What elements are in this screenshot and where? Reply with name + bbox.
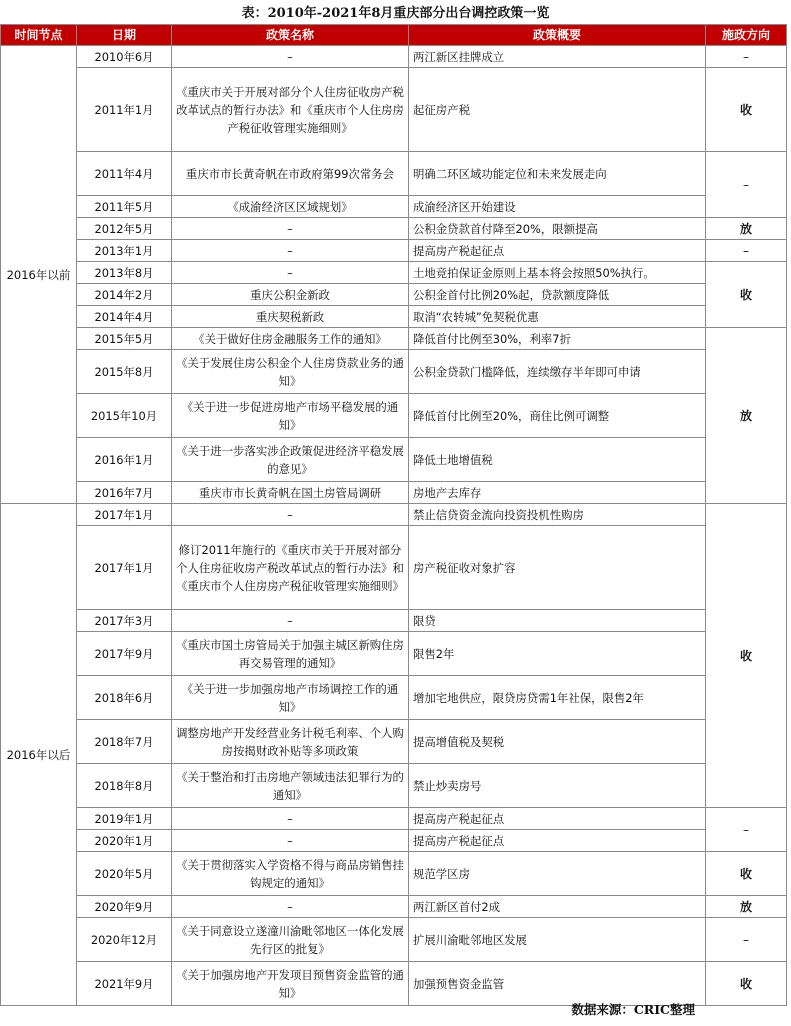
date-cell: 2016年7月	[77, 482, 172, 504]
policy-summary-cell: 取消“农转城”免契税优惠	[409, 306, 706, 328]
period-cell-before-2016: 2016年以前	[1, 46, 77, 504]
direction-cell: 收	[706, 852, 787, 896]
direction-cell: 收	[706, 504, 787, 808]
table-row	[1, 504, 787, 526]
direction-cell: –	[706, 240, 787, 262]
table-row	[1, 610, 787, 632]
table-row	[1, 852, 787, 896]
policy-name-cell: –	[172, 504, 409, 526]
date-cell: 2020年5月	[77, 852, 172, 896]
policy-summary-cell: 提高房产税起征点	[409, 808, 706, 830]
policy-summary-cell: 加强预售资金监管	[409, 962, 706, 1006]
policy-summary-cell: 禁止信贷资金流向投资投机性购房	[409, 504, 706, 526]
direction-cell: 收	[706, 68, 787, 152]
date-cell: 2018年7月	[77, 720, 172, 764]
direction-cell: –	[706, 808, 787, 852]
date-cell: 2017年9月	[77, 632, 172, 676]
policy-name-cell: 重庆市市长黄奇帆在国土房管局调研	[172, 482, 409, 504]
date-cell: 2017年1月	[77, 526, 172, 610]
policy-summary-cell: 提高增值税及契税	[409, 720, 706, 764]
date-cell: 2012年5月	[77, 218, 172, 240]
table-row	[1, 962, 787, 1006]
table-row	[1, 764, 787, 808]
date-cell: 2011年5月	[77, 196, 172, 218]
table-row	[1, 196, 787, 218]
table-title: 表：2010年-2021年8月重庆部分出台调控政策一览	[241, 6, 550, 21]
date-cell: 2018年8月	[77, 764, 172, 808]
policy-name-cell: 《成渝经济区区域规划》	[172, 196, 409, 218]
table-row	[1, 526, 787, 610]
direction-cell: 收	[706, 262, 787, 328]
policy-name-cell: –	[172, 240, 409, 262]
table-row	[1, 218, 787, 240]
policy-summary-cell: 两江新区挂牌成立	[409, 46, 706, 68]
table-row	[1, 240, 787, 262]
policy-summary-cell: 土地竞拍保证金原则上基本将会按照50%执行。	[409, 262, 706, 284]
date-cell: 2017年1月	[77, 504, 172, 526]
date-cell: 2014年2月	[77, 284, 172, 306]
direction-cell: –	[706, 46, 787, 68]
policy-summary-cell: 成渝经济区开始建设	[409, 196, 706, 218]
policy-name-cell: 调整房地产开发经营业务计税毛利率、个人购房按揭财政补贴等多项政策	[172, 720, 409, 764]
policy-name-cell: 《关于整治和打击房地产领域违法犯罪行为的通知》	[172, 764, 409, 808]
policy-name-cell: –	[172, 896, 409, 918]
policy-name-cell: 《重庆市关于开展对部分个人住房征收房产税改革试点的暂行办法》和《重庆市个人住房房产税征收管理实施细则》	[172, 68, 409, 152]
date-cell: 2015年5月	[77, 328, 172, 350]
policy-summary-cell: 限售2年	[409, 632, 706, 676]
table-row	[1, 152, 787, 196]
direction-cell: 放	[706, 218, 787, 240]
policy-name-cell: 《关于贯彻落实入学资格不得与商品房销售挂钩规定的通知》	[172, 852, 409, 896]
policy-summary-cell: 扩展川渝毗邻地区发展	[409, 918, 706, 962]
policy-summary-cell: 规范学区房	[409, 852, 706, 896]
policy-summary-cell: 限贷	[409, 610, 706, 632]
date-cell: 2015年10月	[77, 394, 172, 438]
table-row	[1, 830, 787, 852]
date-cell: 2017年3月	[77, 610, 172, 632]
policy-summary-cell: 降低土地增值税	[409, 438, 706, 482]
policy-name-cell: –	[172, 610, 409, 632]
policy-name-cell: 《关于发展住房公积金个人住房贷款业务的通知》	[172, 350, 409, 394]
direction-cell: 收	[706, 962, 787, 1006]
direction-cell: –	[706, 152, 787, 218]
date-cell: 2014年4月	[77, 306, 172, 328]
table-row	[1, 306, 787, 328]
policy-name-cell: 重庆市市长黄奇帆在市政府第99次常务会	[172, 152, 409, 196]
header-direction: 施政方向	[706, 25, 787, 46]
header-row	[1, 25, 787, 46]
policy-name-cell: –	[172, 46, 409, 68]
date-cell: 2011年4月	[77, 152, 172, 196]
table-row	[1, 676, 787, 720]
policy-name-cell: 《关于同意设立遂潼川渝毗邻地区一体化发展先行区的批复》	[172, 918, 409, 962]
policy-name-cell: –	[172, 262, 409, 284]
policy-name-cell: 《重庆市国土房管局关于加强主城区新购住房再交易管理的通知》	[172, 632, 409, 676]
policy-summary-cell: 起征房产税	[409, 68, 706, 152]
policy-summary-cell: 房地产去库存	[409, 482, 706, 504]
policy-name-cell: –	[172, 830, 409, 852]
policy-name-cell: 《关于进一步落实涉企政策促进经济平稳发展的意见》	[172, 438, 409, 482]
date-cell: 2018年6月	[77, 676, 172, 720]
policy-name-cell: 《关于进一步促进房地产市场平稳发展的通知》	[172, 394, 409, 438]
policy-name-cell: 《关于加强房地产开发项目预售资金监管的通知》	[172, 962, 409, 1006]
table-row	[1, 394, 787, 438]
table-row	[1, 438, 787, 482]
table-row	[1, 720, 787, 764]
policy-table	[0, 24, 787, 1006]
policy-summary-cell: 提高房产税起征点	[409, 240, 706, 262]
policy-summary-cell: 两江新区首付2成	[409, 896, 706, 918]
header-policy-summary: 政策概要	[409, 25, 706, 46]
direction-cell: 放	[706, 896, 787, 918]
policy-name-cell: 重庆公积金新政	[172, 284, 409, 306]
date-cell: 2013年1月	[77, 240, 172, 262]
policy-summary-cell: 降低首付比例至20%，商住比例可调整	[409, 394, 706, 438]
table-row	[1, 896, 787, 918]
date-cell: 2013年8月	[77, 262, 172, 284]
table-row	[1, 808, 787, 830]
policy-summary-cell: 公积金贷款门槛降低，连续缴存半年即可申请	[409, 350, 706, 394]
date-cell: 2020年9月	[77, 896, 172, 918]
policy-summary-cell: 明确二环区域功能定位和未来发展走向	[409, 152, 706, 196]
policy-summary-cell: 禁止炒卖房号	[409, 764, 706, 808]
header-period: 时间节点	[1, 25, 77, 46]
policy-name-cell: –	[172, 808, 409, 830]
table-row	[1, 328, 787, 350]
table-row	[1, 482, 787, 504]
table-row	[1, 918, 787, 962]
table-row	[1, 68, 787, 152]
table-row	[1, 350, 787, 394]
policy-summary-cell: 公积金首付比例20%起，贷款额度降低	[409, 284, 706, 306]
policy-name-cell: 《关于进一步加强房地产市场调控工作的通知》	[172, 676, 409, 720]
date-cell: 2021年9月	[77, 962, 172, 1006]
date-cell: 2020年1月	[77, 830, 172, 852]
table-row	[1, 46, 787, 68]
policy-summary-cell: 房产税征收对象扩容	[409, 526, 706, 610]
policy-name-cell: 修订2011年施行的《重庆市关于开展对部分个人住房征收房产税改革试点的暂行办法》和《重庆市个人住房房产税征收管理实施细则》	[172, 526, 409, 610]
policy-summary-cell: 提高房产税起征点	[409, 830, 706, 852]
table-row	[1, 632, 787, 676]
policy-name-cell: 重庆契税新政	[172, 306, 409, 328]
period-cell-after-2016: 2016年以后	[1, 504, 77, 1006]
direction-cell: 放	[706, 328, 787, 504]
header-policy-name: 政策名称	[172, 25, 409, 46]
table-row	[1, 284, 787, 306]
direction-cell: –	[706, 918, 787, 962]
date-cell: 2019年1月	[77, 808, 172, 830]
policy-name-cell: 《关于做好住房金融服务工作的通知》	[172, 328, 409, 350]
policy-summary-cell: 公积金贷款首付降至20%，限额提高	[409, 218, 706, 240]
date-cell: 2016年1月	[77, 438, 172, 482]
policy-summary-cell: 降低首付比例至30%，利率7折	[409, 328, 706, 350]
policy-summary-cell: 增加宅地供应，限贷房贷需1年社保，限售2年	[409, 676, 706, 720]
date-cell: 2015年8月	[77, 350, 172, 394]
table-row	[1, 262, 787, 284]
policy-name-cell: –	[172, 218, 409, 240]
date-cell: 2010年6月	[77, 46, 172, 68]
data-source-note: 数据来源：CRIC整理	[571, 1002, 695, 1017]
header-date: 日期	[77, 25, 172, 46]
date-cell: 2011年1月	[77, 68, 172, 152]
date-cell: 2020年12月	[77, 918, 172, 962]
